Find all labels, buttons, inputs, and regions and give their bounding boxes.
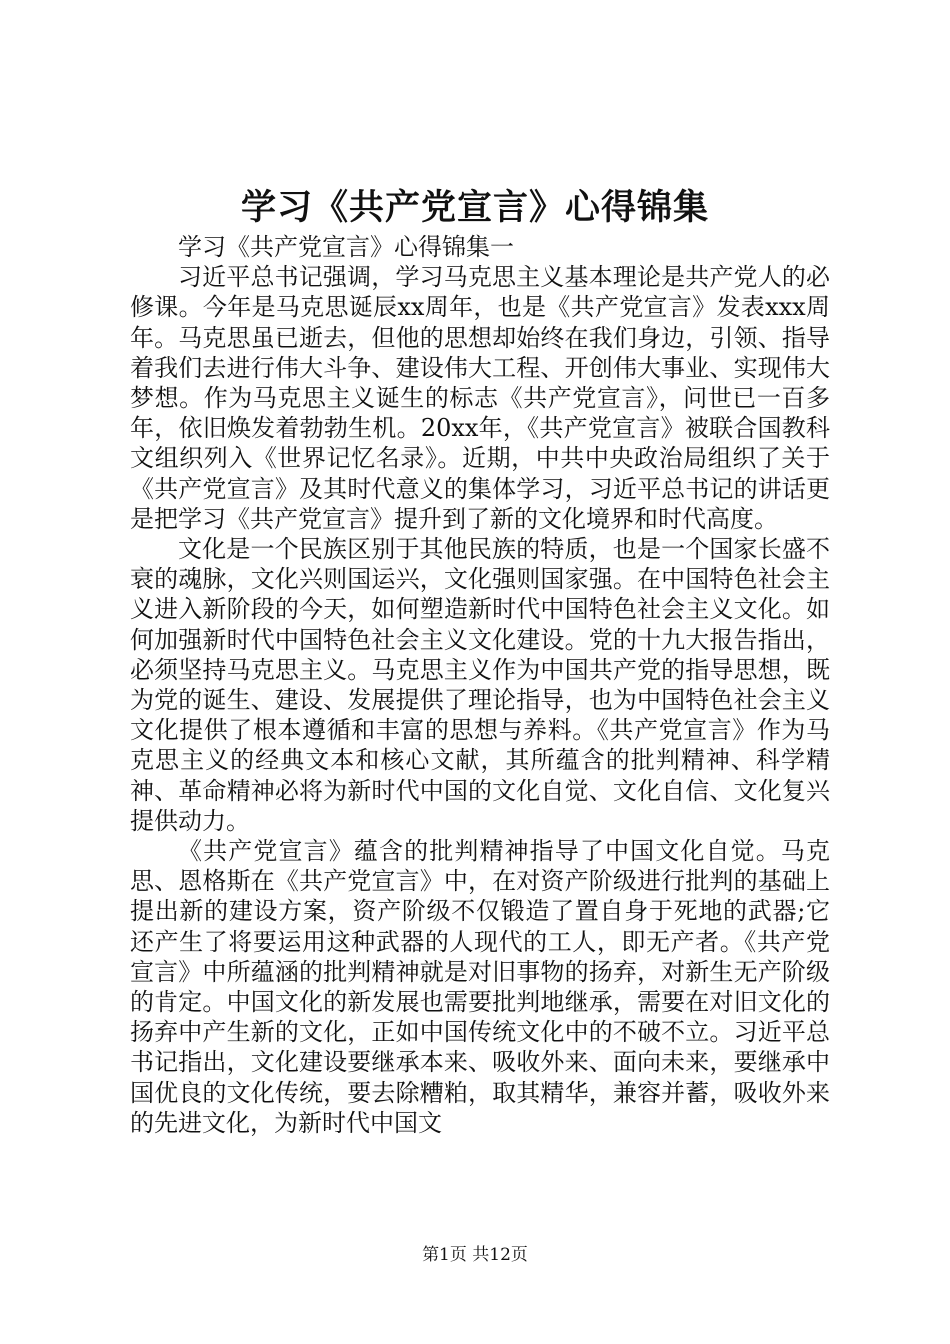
paragraph-3: 《共产党宣言》蕴含的批判精神指导了中国文化自觉。马克思、恩格斯在《共产党宣言》中，在对资产阶级进行批判的基础上提出新的建设方案，资产阶级不仅锻造了置自身于死地的武器;它还产生了将要运用这种武器的人现代的工人，即无产者。《共产党宣言》中所蕴涵的批判精神就是对旧事物的扬弃，对新生无产阶级的肯定。中国文化的新发展也需要批判地继承，需要在对旧文化的扬弃中产生新的文化，正如中国传统文化中的不破不立。习近平总书记指出，文化建设要继承本来、吸收外来、面向未来，要继承中国优良的文化传统，要去除糟粕，取其精华，兼容并蓄，吸收外来的先进文化，为新时代中国文: [130, 837, 830, 1137]
section-heading: 学习《共产党宣言》心得锦集一: [178, 233, 514, 261]
paragraph-2: 文化是一个民族区别于其他民族的特质，也是一个国家长盛不衰的魂脉，文化兴则国运兴，文化强则国家强。在中国特色社会主义进入新阶段的今天，如何塑造新时代中国特色社会主义文化。如何加强新时代中国特色社会主义文化建设。党的十九大报告指出，必须坚持马克思主义。马克思主义作为中国共产党的指导思想，既为党的诞生、建设、发展提供了理论指导，也为中国特色社会主义文化提供了根本遵循和丰富的思想与养料。《共产党宣言》作为马克思主义的经典文本和核心文献，其所蕴含的批判精神、科学精神、革命精神必将为新时代中国的文化自觉、文化自信、文化复兴提供动力。: [130, 535, 830, 835]
document-body: [130, 232, 830, 1138]
paragraph-1: 习近平总书记强调，学习马克思主义基本理论是共产党人的必修课。今年是马克思诞辰xx周年，也是《共产党宣言》发表xxx周年。马克思虽已逝去，但他的思想却始终在我们身边，引领、指导着我们去进行伟大斗争、建设伟大工程、开创伟大事业、实现伟大梦想。作为马克思主义诞生的标志《共产党宣言》，问世已一百多年，依旧焕发着勃勃生机。20xx年，《共产党宣言》被联合国教科文组织列入《世界记忆名录》。近期，中共中央政治局组织了关于《共产党宣言》及其时代意义的集体学习，习近平总书记的讲话更是把学习《共产党宣言》提升到了新的文化境界和时代高度。: [130, 263, 830, 533]
page-footer: 第1页 共12页: [422, 1245, 528, 1265]
document-title: 学习《共产党宣言》心得锦集: [240, 187, 709, 228]
